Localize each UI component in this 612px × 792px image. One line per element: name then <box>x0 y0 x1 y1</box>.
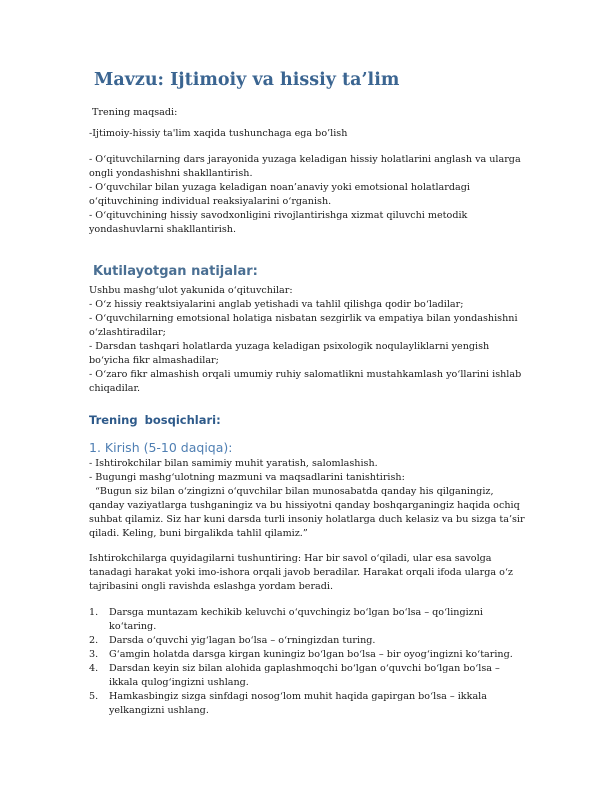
list-number: 1. <box>89 607 99 618</box>
list-text: Darsdan keyin siz bilan alohida gaplashmoqchi bo‘lgan o‘quvchi bo‘lgan bo‘lsa – ikkala qulog‘ingizni ushlang. <box>109 663 500 688</box>
list-number: 3. <box>89 649 99 660</box>
exercise-list <box>89 606 529 718</box>
goal-list <box>89 153 529 237</box>
goal-intro: -Ijtimoiy-hissiy ta'lim xaqida tushunchaga ega bo’lish <box>89 128 348 139</box>
results-item: - O‘zaro fikr almashish orqali umumiy ruhiy salomatlikni mustahkamlash yo‘llarini ishlab chiqadilar. <box>89 369 522 394</box>
list-text: Hamkasbingiz sizga sinfdagi nosog‘lom muhit haqida gapirgan bo‘lsa – ikkala yelkangizni ushlang. <box>109 691 487 716</box>
exercise-intro: Ishtirokchilarga quyidagilarni tushuntiring: Har bir savol o‘qiladi, ular esa savolga tanadagi harakat yoki imo-ishora orqali javob beradilar. Harakat orqali ifoda ularga o‘z tajribasini ongli ravishda eslashga yordam beradi. <box>89 553 513 592</box>
list-text: G‘amgin holatda darsga kirgan kuningiz bo‘lgan bo‘lsa – bir oyog‘ingizni ko‘taring. <box>109 649 513 660</box>
stage1-body <box>89 457 529 541</box>
stage1-line: - Ishtirokchilar bilan samimiy muhit yaratish, salomlashish. <box>89 458 378 469</box>
stage1-quote: “Bugun siz bilan o‘zingizni o‘quvchilar bilan munosabatda qanday his qilganingiz, qanday vaziyatlarga tushganingiz va bu hissiyotni qanday boshqarganingiz haqida ochiq suhbat qilamiz. Siz har kuni darsda turli insoniy holatlarga duch kelasiz va bu sizga ta’sir qiladi. Keling, buni birgalikda tahlil qilamiz.” <box>89 486 525 539</box>
list-text: Darsga muntazam kechikib keluvchi o‘quvchingiz bo‘lgan bo‘lsa – qo‘lingizni ko‘taring. <box>109 607 483 632</box>
results-heading: Kutilayotgan natijalar: <box>93 264 258 279</box>
list-item <box>89 662 529 690</box>
goal-item: - O‘qituvchining hissiy savodxonligini rivojlantirishga xizmat qiluvchi metodik yondashuvlarni shakllantirish. <box>89 210 468 235</box>
list-item <box>89 634 529 648</box>
page-title: Mavzu: Ijtimoiy va hissiy ta’lim <box>94 70 400 90</box>
list-number: 2. <box>89 635 99 646</box>
list-item <box>89 690 529 718</box>
results-item: - O‘z hissiy reaktsiyalarini anglab yetishadi va tahlil qilishga qodir bo‘ladilar; <box>89 299 464 310</box>
results-item: - O‘quvchilarning emotsional holatiga nisbatan sezgirlik va empatiya bilan yondashishni o‘zlashtiradilar; <box>89 313 518 338</box>
list-text: Darsda o‘quvchi yig‘lagan bo‘lsa – o‘rningizdan turing. <box>109 635 376 646</box>
list-number: 5. <box>89 691 99 702</box>
results-item: - Darsdan tashqari holatlarda yuzaga keladigan psixologik noqulayliklarni yengish bo‘yicha fikr almashadilar; <box>89 341 490 366</box>
list-item <box>89 648 529 662</box>
goal-label: Trening maqsadi: <box>92 107 178 118</box>
stage1-line: - Bugungi mashg‘ulotning mazmuni va maqsadlarini tanishtirish: <box>89 472 405 483</box>
goal-item: - O‘quvchilar bilan yuzaga keladigan noan’anaviy yoki emotsional holatlardagi o‘qituvchining individual reaksiyalarini o‘rganish. <box>89 182 470 207</box>
stages-heading: Trening bosqichlari: <box>89 413 221 427</box>
list-item <box>89 606 529 634</box>
results-intro: Ushbu mashg‘ulot yakunida o‘qituvchilar: <box>89 285 293 296</box>
stage1-heading: 1. Kirish (5-10 daqiqa): <box>89 440 233 455</box>
results-section <box>89 284 529 396</box>
goal-item: - O‘qituvchilarning dars jarayonida yuzaga keladigan hissiy holatlarini anglash va ularga ongli yondashishni shakllantirish. <box>89 154 521 179</box>
list-number: 4. <box>89 663 99 674</box>
